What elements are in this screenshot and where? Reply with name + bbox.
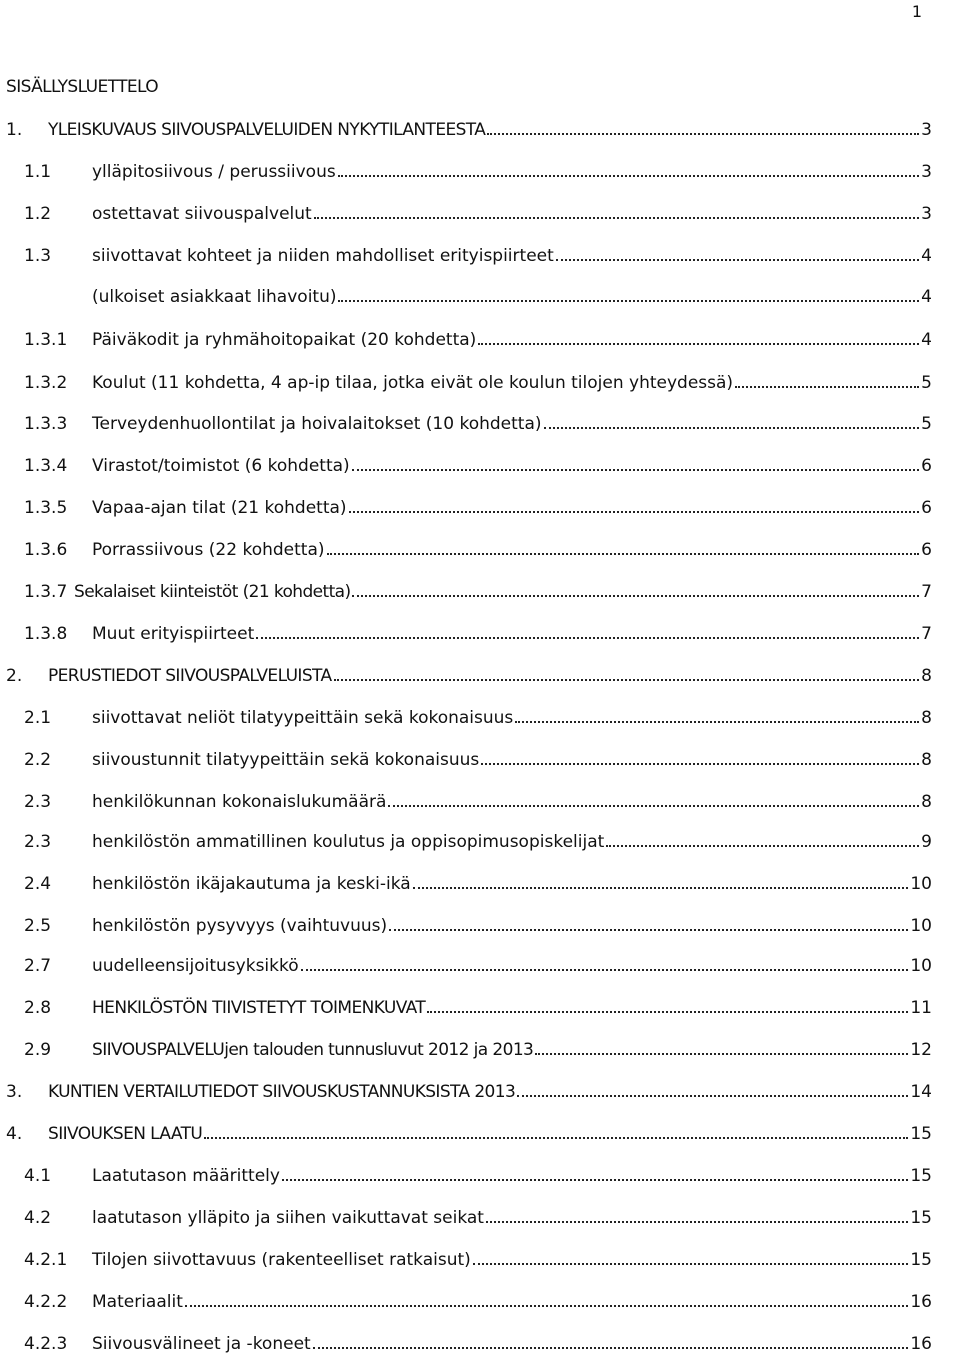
dot-leader bbox=[556, 259, 919, 261]
toc-entry-page: 15 bbox=[910, 1124, 932, 1144]
toc-entry-number: 4.1 bbox=[24, 1166, 52, 1186]
dot-leader bbox=[487, 133, 919, 135]
dot-leader bbox=[282, 1179, 908, 1181]
dot-leader bbox=[389, 929, 908, 931]
toc-entry-number: 3. bbox=[6, 1082, 23, 1102]
dot-leader bbox=[481, 763, 919, 765]
toc-heading: SISÄLLYSLUETTELO bbox=[6, 77, 159, 97]
toc-entry-title: SIIVOUKSEN LAATU bbox=[48, 1124, 203, 1144]
toc-entry-title: laatutason ylläpito ja siihen vaikuttavat seikat bbox=[92, 1208, 484, 1228]
dot-leader bbox=[256, 637, 919, 639]
toc-entry-number: 1. bbox=[6, 120, 23, 140]
dot-leader bbox=[314, 217, 919, 219]
toc-entry[interactable] bbox=[24, 161, 932, 183]
toc-entry[interactable] bbox=[24, 749, 932, 771]
toc-entry-title: KUNTIEN VERTAILUTIEDOT SIIVOUSKUSTANNUKSISTA 2013 bbox=[48, 1082, 516, 1102]
toc-entry-title: henkilöstön ammatillinen koulutus ja oppisopimusopiskelijat bbox=[92, 832, 605, 852]
toc-entry[interactable] bbox=[24, 791, 932, 813]
toc-entry[interactable] bbox=[24, 1249, 932, 1271]
dot-leader bbox=[301, 969, 909, 971]
toc-entry[interactable] bbox=[24, 413, 932, 435]
dot-leader bbox=[544, 427, 920, 429]
toc-entry-page: 8 bbox=[921, 708, 932, 728]
toc-entry-number: 2.5 bbox=[24, 916, 52, 936]
toc-entry-page: 6 bbox=[921, 540, 932, 560]
toc-entry-page: 16 bbox=[910, 1292, 932, 1312]
dot-leader bbox=[349, 511, 920, 513]
toc-entry-number: 2.3 bbox=[24, 792, 52, 812]
dot-leader bbox=[413, 887, 909, 889]
dot-leader bbox=[486, 1221, 908, 1223]
toc-entry-page: 10 bbox=[910, 916, 932, 936]
toc-entry[interactable] bbox=[24, 997, 932, 1019]
toc-entry-title: henkilöstön ikäjakautuma ja keski-ikä bbox=[92, 874, 411, 894]
dot-leader bbox=[427, 1011, 908, 1013]
toc-entry-title: PERUSTIEDOT SIIVOUSPALVELUISTA bbox=[48, 666, 332, 686]
page-number: 1 bbox=[911, 2, 922, 21]
toc-entry-number: 2.3 bbox=[24, 832, 52, 852]
toc-entry-number: 1.3.1 bbox=[24, 330, 68, 350]
toc-entry[interactable] bbox=[6, 665, 932, 687]
toc-entry-title: Sekalaiset kiinteistöt (21 kohdetta) bbox=[74, 582, 351, 602]
toc-entry-title: Terveydenhuollontilat ja hoivalaitokset (10 kohdetta) bbox=[92, 414, 542, 434]
toc-entry-page: 14 bbox=[910, 1082, 932, 1102]
toc-entry-title: HENKILÖSTÖN TIIVISTETYT TOIMENKUVAT bbox=[92, 998, 426, 1018]
toc-entry-title: Siivousvälineet ja -koneet bbox=[92, 1334, 311, 1354]
toc-entry-title: Porrassiivous (22 kohdetta) bbox=[92, 540, 325, 560]
toc-entry-title: Koulut (11 kohdetta, 4 ap-ip tilaa, jotka eivät ole koulun tilojen yhteydessä) bbox=[92, 373, 734, 393]
toc-entry[interactable] bbox=[24, 455, 932, 477]
toc-entry[interactable] bbox=[24, 329, 932, 351]
toc-entry-number: 1.3 bbox=[24, 246, 52, 266]
toc-entry-title: Laatutason määrittely bbox=[92, 1166, 280, 1186]
dot-leader bbox=[313, 1347, 909, 1349]
toc-entry-page: 12 bbox=[910, 1040, 932, 1060]
toc-entry-page: 8 bbox=[921, 792, 932, 812]
toc-entry[interactable] bbox=[24, 245, 932, 267]
toc-entry-page: 15 bbox=[910, 1250, 932, 1270]
toc-entry-page: 9 bbox=[921, 832, 932, 852]
toc-entry-title: siivottavat kohteet ja niiden mahdolliset erityispiirteet bbox=[92, 246, 554, 266]
toc-entry-number: 4.2.3 bbox=[24, 1334, 68, 1354]
toc-entry-number: 4. bbox=[6, 1124, 23, 1144]
toc-entry-page: 5 bbox=[921, 373, 932, 393]
toc-entry-title: (ulkoiset asiakkaat lihavoitu) bbox=[92, 287, 337, 307]
toc-entry-page: 11 bbox=[910, 998, 932, 1018]
toc-entry-title: Tilojen siivottavuus (rakenteelliset ratkaisut) bbox=[92, 1250, 471, 1270]
toc-entry-number: 4.2.1 bbox=[24, 1250, 68, 1270]
toc-entry-number: 2.7 bbox=[24, 956, 52, 976]
dot-leader bbox=[606, 845, 919, 847]
toc-entry-number: 2. bbox=[6, 666, 23, 686]
toc-entry-title: SIIVOUSPALVELUjen talouden tunnusluvut 2012 ja 2013 bbox=[92, 1040, 534, 1060]
toc-entry-page: 3 bbox=[921, 120, 932, 140]
toc-entry-number: 1.3.7 bbox=[24, 582, 68, 602]
toc-entry-title: siivottavat neliöt tilatyypeittäin sekä kokonaisuus bbox=[92, 708, 514, 728]
dot-leader bbox=[352, 595, 919, 597]
toc-entry[interactable] bbox=[24, 286, 932, 308]
toc-entry-number: 1.3.4 bbox=[24, 456, 68, 476]
toc-entry-title: uudelleensijoitusyksikkö bbox=[92, 956, 299, 976]
toc-entry-page: 15 bbox=[910, 1208, 932, 1228]
toc-entry[interactable] bbox=[24, 1039, 932, 1061]
toc-entry-number: 1.2 bbox=[24, 204, 52, 224]
dot-leader bbox=[338, 175, 919, 177]
toc-entry-title: YLEISKUVAUS SIIVOUSPALVELUIDEN NYKYTILANTEESTA bbox=[48, 120, 486, 140]
toc-entry-page: 6 bbox=[921, 498, 932, 518]
toc-entry-number: 2.8 bbox=[24, 998, 52, 1018]
toc-entry-page: 10 bbox=[910, 874, 932, 894]
toc-entry-page: 10 bbox=[910, 956, 932, 976]
toc-entry-number: 1.1 bbox=[24, 162, 52, 182]
dot-leader bbox=[473, 1263, 909, 1265]
toc-entry-page: 7 bbox=[921, 582, 932, 602]
toc-entry-page: 4 bbox=[921, 287, 932, 307]
toc-entry-title: ostettavat siivouspalvelut bbox=[92, 204, 312, 224]
toc-entry[interactable] bbox=[24, 497, 932, 519]
dot-leader bbox=[185, 1305, 908, 1307]
toc-entry-page: 4 bbox=[921, 330, 932, 350]
toc-entry[interactable] bbox=[24, 372, 932, 394]
dot-leader bbox=[515, 721, 919, 723]
toc-entry-number: 1.3.8 bbox=[24, 624, 68, 644]
toc-entry[interactable] bbox=[24, 203, 932, 225]
toc-entry[interactable] bbox=[24, 1207, 932, 1229]
toc-entry-title: ylläpitosiivous / perussiivous bbox=[92, 162, 336, 182]
toc-entry-title: henkilöstön pysyvyys (vaihtuvuus) bbox=[92, 916, 388, 936]
toc-entry-title: siivoustunnit tilatyypeittäin sekä kokonaisuus bbox=[92, 750, 480, 770]
toc-entry-title: Materiaalit bbox=[92, 1292, 183, 1312]
toc-entry-title: Muut erityispiirteet bbox=[92, 624, 255, 644]
toc-entry[interactable] bbox=[24, 1165, 932, 1187]
dot-leader bbox=[388, 805, 919, 807]
toc-entry-title: henkilökunnan kokonaislukumäärä bbox=[92, 792, 387, 812]
toc-entry-number: 4.2.2 bbox=[24, 1292, 68, 1312]
toc-entry[interactable] bbox=[24, 539, 932, 561]
dot-leader bbox=[204, 1137, 908, 1139]
toc-entry[interactable] bbox=[6, 1081, 932, 1103]
toc-entry[interactable] bbox=[6, 119, 932, 141]
dot-leader bbox=[735, 386, 919, 388]
toc-entry-page: 7 bbox=[921, 624, 932, 644]
toc-entry-number: 1.3.5 bbox=[24, 498, 68, 518]
toc-entry-title: Vapaa-ajan tilat (21 kohdetta) bbox=[92, 498, 347, 518]
toc-entry-page: 3 bbox=[921, 162, 932, 182]
toc-entry[interactable] bbox=[24, 581, 932, 603]
toc-entry-page: 8 bbox=[921, 750, 932, 770]
dot-leader bbox=[517, 1095, 908, 1097]
toc-entry[interactable] bbox=[24, 1291, 932, 1313]
toc-entry-page: 15 bbox=[910, 1166, 932, 1186]
toc-entry-number: 4.2 bbox=[24, 1208, 52, 1228]
toc-entry-page: 5 bbox=[921, 414, 932, 434]
toc-entry-number: 1.3.2 bbox=[24, 373, 68, 393]
toc-entry[interactable] bbox=[24, 831, 932, 853]
dot-leader bbox=[334, 679, 920, 681]
toc-entry-page: 6 bbox=[921, 456, 932, 476]
toc-entry-number: 2.9 bbox=[24, 1040, 52, 1060]
toc-entry[interactable] bbox=[24, 623, 932, 645]
toc-entry-title: Päiväkodit ja ryhmähoitopaikat (20 kohdetta) bbox=[92, 330, 477, 350]
toc-entry-page: 8 bbox=[921, 666, 932, 686]
toc-entry[interactable] bbox=[24, 873, 932, 895]
toc-entry[interactable] bbox=[24, 915, 932, 937]
dot-leader bbox=[478, 343, 919, 345]
toc-entry-number: 2.2 bbox=[24, 750, 52, 770]
toc-entry[interactable] bbox=[6, 1123, 932, 1145]
toc-entry[interactable] bbox=[24, 955, 932, 977]
toc-entry-number: 2.1 bbox=[24, 708, 52, 728]
toc-entry-title: Virastot/toimistot (6 kohdetta) bbox=[92, 456, 350, 476]
toc-entry-page: 16 bbox=[910, 1334, 932, 1354]
toc-entry-number: 2.4 bbox=[24, 874, 52, 894]
toc-entry-page: 4 bbox=[921, 246, 932, 266]
toc-entry-number: 1.3.3 bbox=[24, 414, 68, 434]
dot-leader bbox=[352, 469, 920, 471]
dot-leader bbox=[338, 300, 919, 302]
dot-leader bbox=[327, 553, 920, 555]
toc-entry-page: 3 bbox=[921, 204, 932, 224]
toc-entry[interactable] bbox=[24, 707, 932, 729]
toc-entry-number: 1.3.6 bbox=[24, 540, 68, 560]
toc-entry[interactable] bbox=[24, 1333, 932, 1355]
dot-leader bbox=[535, 1053, 908, 1055]
